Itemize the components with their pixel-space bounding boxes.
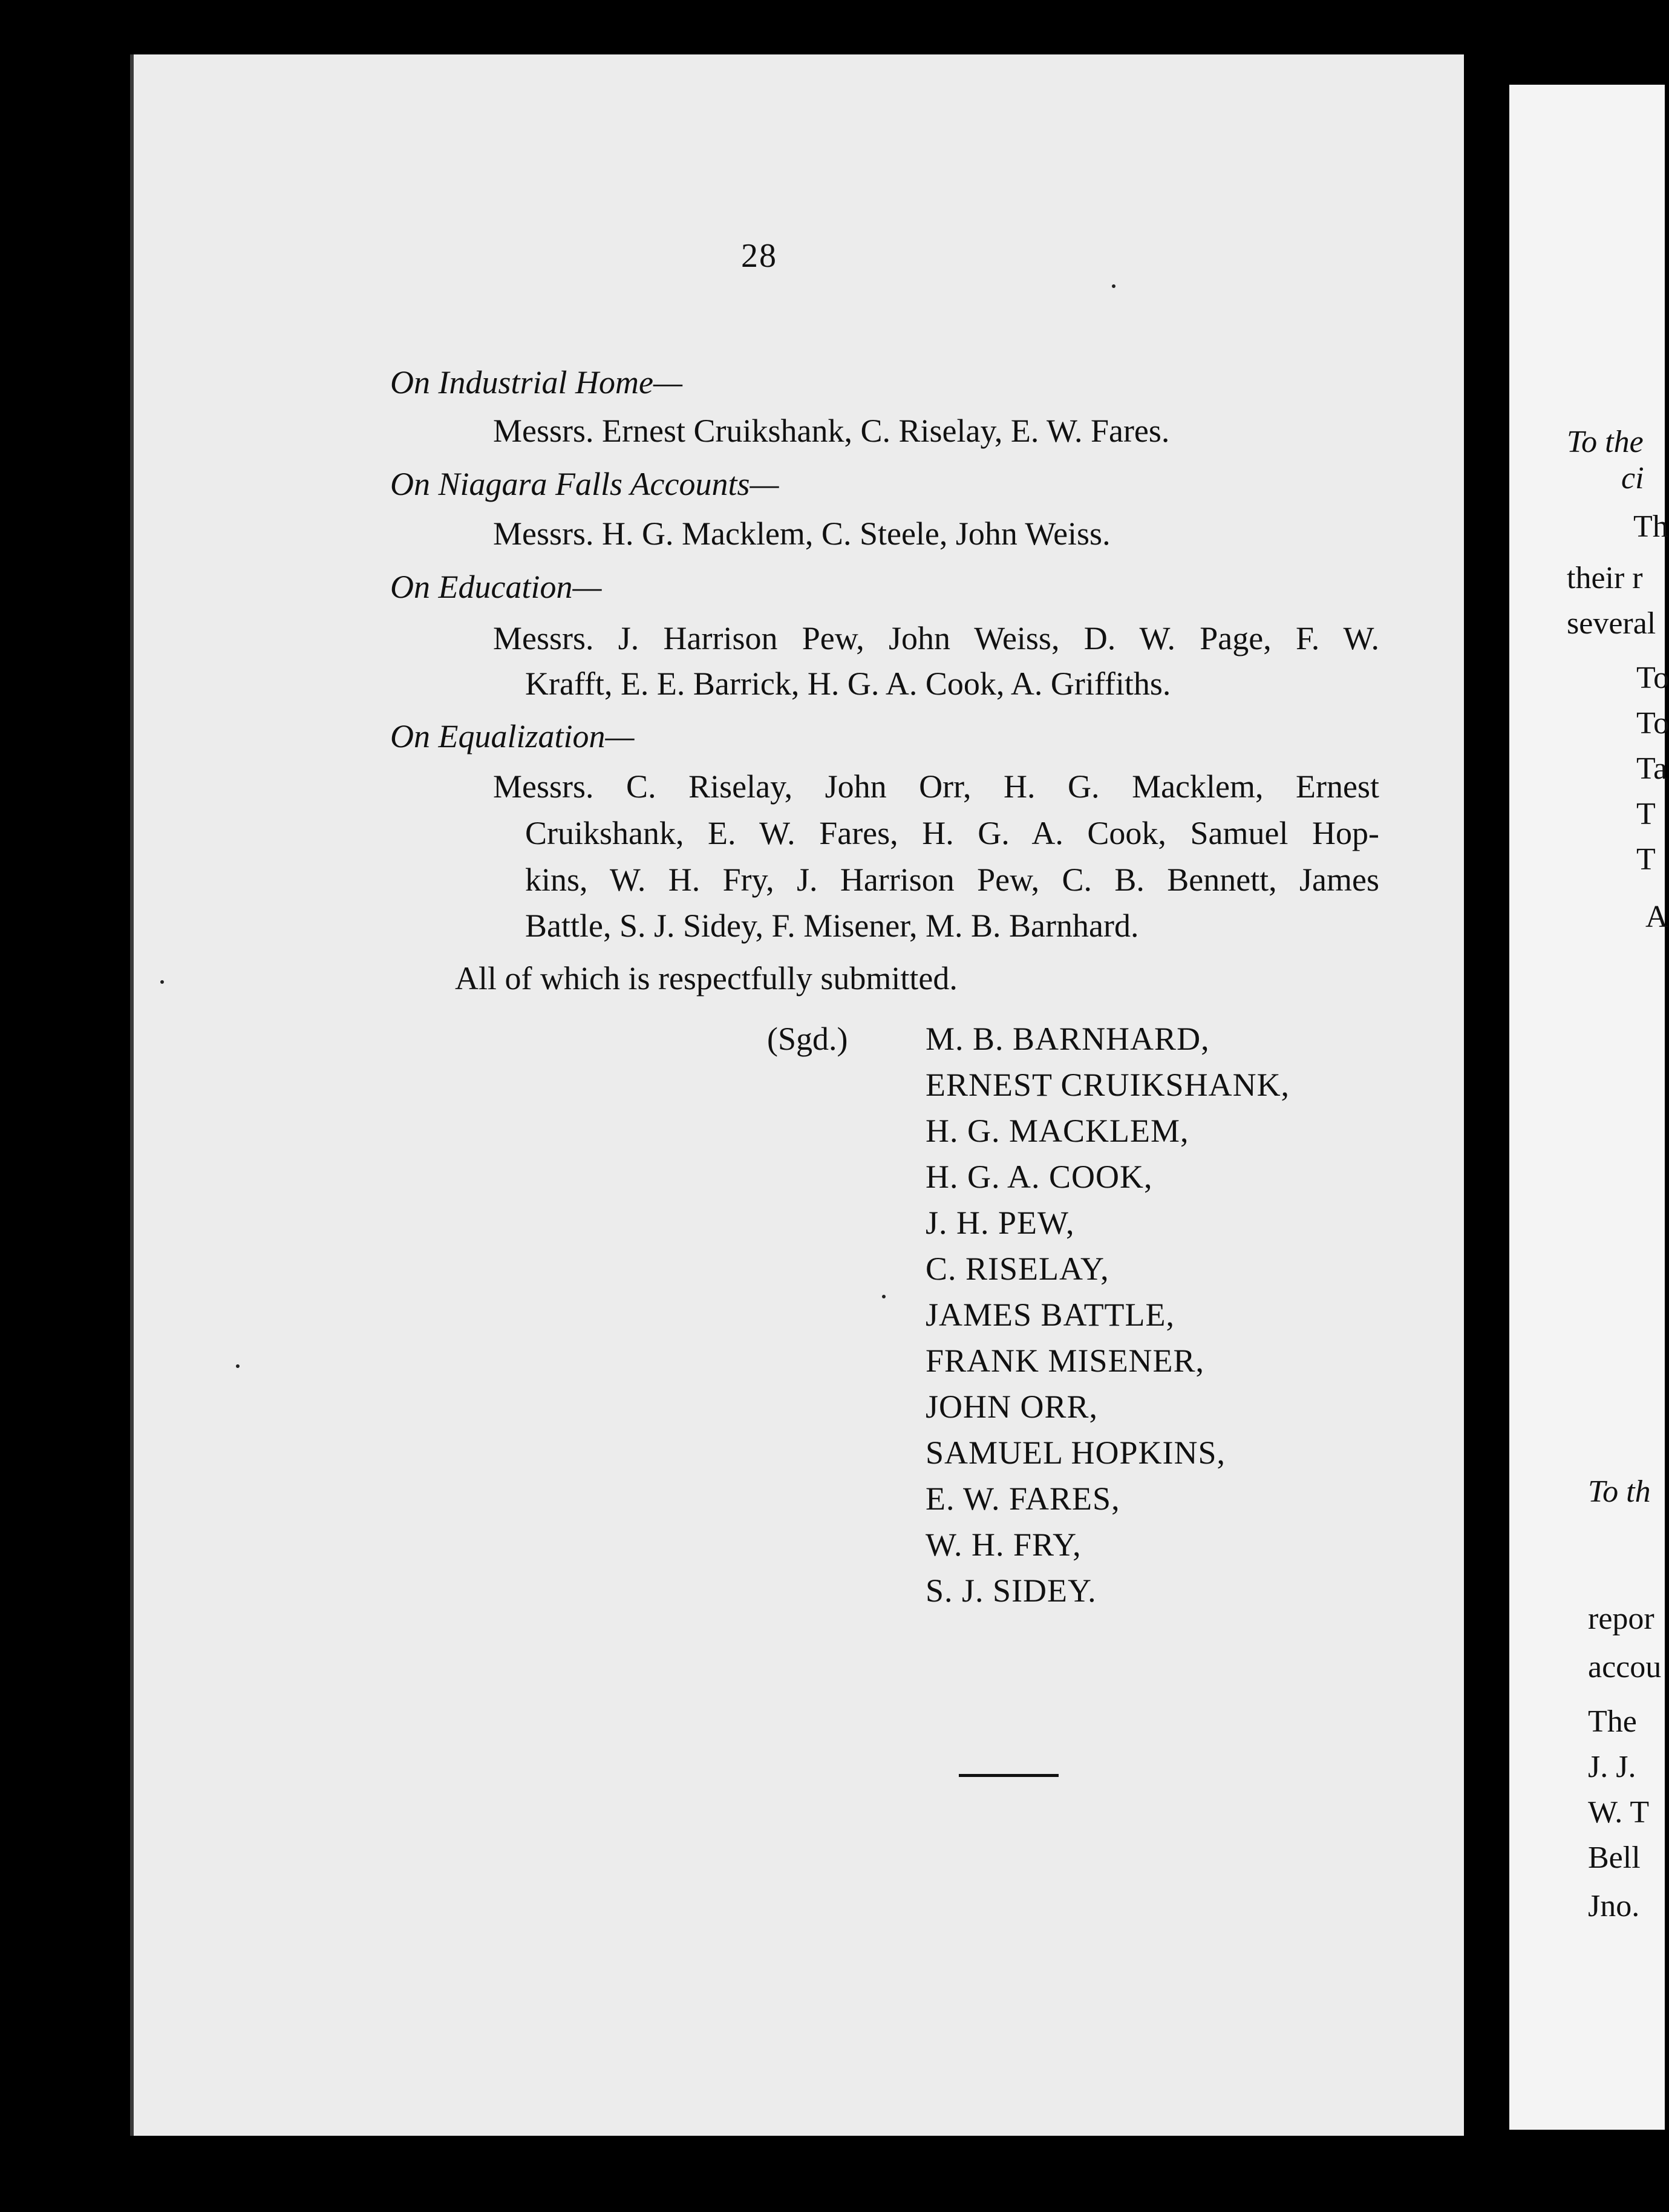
signatory-name: H. G. A. COOK, — [926, 1159, 1153, 1195]
signatory-name: J. H. PEW, — [926, 1205, 1075, 1241]
signatory-name: C. RISELAY, — [926, 1251, 1109, 1287]
facing-page-fragment: ci — [1621, 461, 1644, 496]
signatory-name: JAMES BATTLE, — [926, 1297, 1175, 1333]
section-heading-niagara-falls-accounts: On Niagara Falls Accounts— — [390, 466, 779, 502]
facing-page-fragment: T — [1636, 842, 1656, 877]
facing-page-fragment: Jno. — [1588, 1889, 1640, 1923]
facing-page-fragment: A — [1645, 900, 1668, 934]
facing-page-fragment: Bell — [1588, 1841, 1641, 1875]
page-number: 28 — [741, 237, 777, 275]
closing-statement: All of which is respectfully submitted. — [455, 960, 958, 996]
signatory-name: ERNEST CRUIKSHANK, — [926, 1067, 1290, 1103]
section-line: Messrs. C. Riselay, John Orr, H. G. Macklem, Ernest — [493, 768, 1379, 805]
signatory-name: W. H. FRY, — [926, 1526, 1082, 1563]
facing-page-fragment: The — [1588, 1704, 1637, 1739]
signatory-name: H. G. MACKLEM, — [926, 1113, 1189, 1149]
facing-page-fragment: several — [1567, 606, 1656, 641]
section-heading-industrial-home: On Industrial Home— — [390, 364, 682, 401]
signatory-name: S. J. SIDEY. — [926, 1572, 1097, 1609]
facing-page-fragment: To the — [1567, 425, 1644, 459]
section-line: Cruikshank, E. W. Fares, H. G. A. Cook, Samuel Hop- — [525, 815, 1379, 851]
facing-page-fragment: To th — [1588, 1474, 1651, 1509]
section-line: Battle, S. J. Sidey, F. Misener, M. B. Barnhard. — [525, 908, 1139, 944]
facing-page-fragment: Ta — [1636, 751, 1668, 786]
facing-page-fragment: To — [1636, 661, 1669, 695]
facing-page-fragment: Th — [1633, 509, 1668, 544]
facing-page-fragment: their r — [1567, 561, 1643, 595]
section-line: Messrs. J. Harrison Pew, John Weiss, D. W. Page, F. W. — [493, 620, 1379, 656]
section-heading-equalization: On Equalization— — [390, 718, 635, 754]
facing-page-fragment: accou — [1588, 1650, 1662, 1684]
scan-speck — [882, 1295, 886, 1298]
facing-page-fragment: J. J. — [1588, 1750, 1636, 1784]
scan-speck — [236, 1364, 240, 1368]
scan-speck — [1112, 284, 1115, 288]
facing-page-fragment: repor — [1588, 1602, 1654, 1636]
section-line: kins, W. H. Fry, J. Harrison Pew, C. B. Bennett, James — [525, 862, 1379, 898]
section-line: Krafft, E. E. Barrick, H. G. A. Cook, A. Griffiths. — [525, 666, 1171, 702]
right-facing-page — [1509, 85, 1669, 2130]
signatory-name: SAMUEL HOPKINS, — [926, 1435, 1226, 1471]
signatory-name: M. B. BARNHARD, — [926, 1021, 1210, 1057]
signatory-name: FRANK MISENER, — [926, 1343, 1205, 1379]
scan-speck — [160, 980, 164, 984]
section-line: Messrs. H. G. Macklem, C. Steele, John Weiss. — [493, 515, 1111, 552]
section-line: Messrs. Ernest Cruikshank, C. Riselay, E. W. Fares. — [493, 413, 1170, 449]
facing-page-fragment: T — [1636, 797, 1656, 831]
section-heading-education: On Education— — [390, 569, 602, 605]
facing-page-fragment: W. T — [1588, 1795, 1650, 1830]
signatory-name: JOHN ORR, — [926, 1389, 1099, 1425]
signed-label: (Sgd.) — [767, 1021, 848, 1057]
end-rule — [959, 1774, 1059, 1777]
signatory-name: E. W. FARES, — [926, 1481, 1120, 1517]
facing-page-fragment: To — [1636, 706, 1669, 741]
